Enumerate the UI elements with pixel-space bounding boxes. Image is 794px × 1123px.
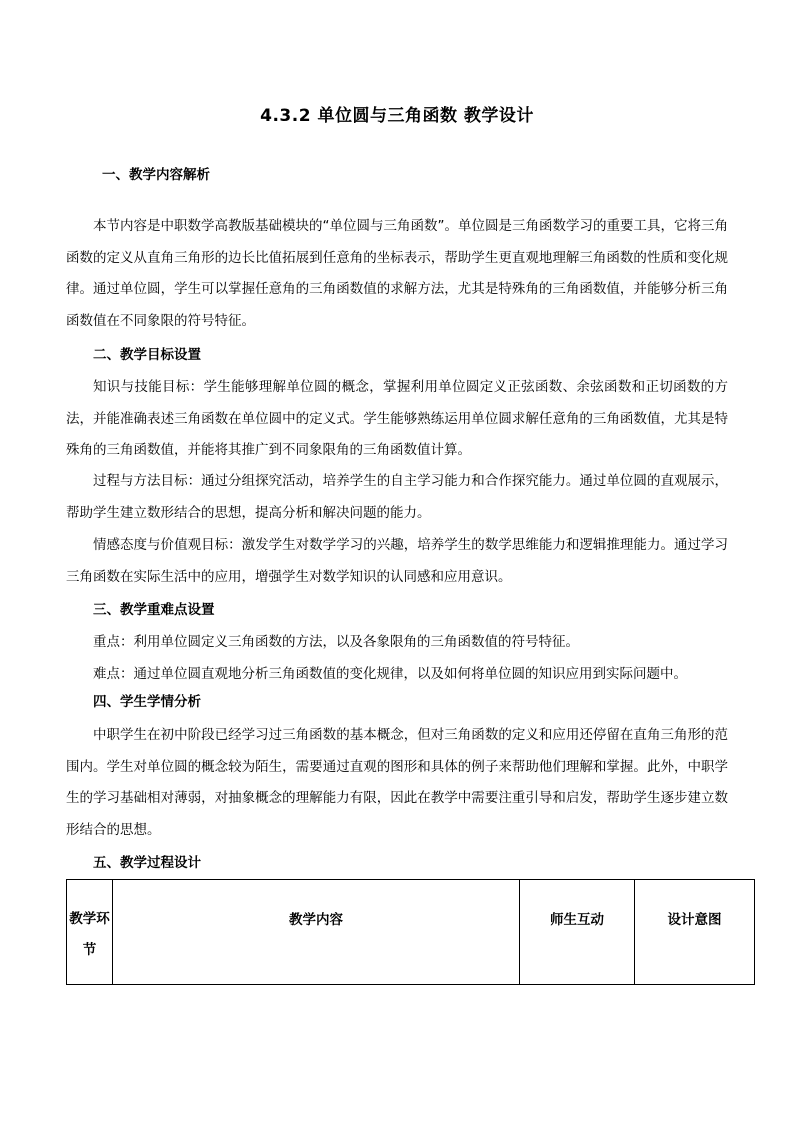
paragraph-content-analysis: 本节内容是中职数学高教版基础模块的“单位圆与三角函数”。单位圆是三角函数学习的重要工具，它将三角函数的定义从直角三角形的边长比值拓展到任意角的坐标表示，帮助学生更直观地理解三角函数的性质和变化规律。通过单位圆，学生可以掌握任意角的三角函数值的求解方法，尤其是特殊角的三角函数值，并能够分析三角函数值在不同象限的符号特征。: [66, 218, 728, 329]
table-header-row: [67, 880, 755, 985]
document-title: 4.3.2 单位圆与三角函数 教学设计: [260, 106, 534, 126]
header-design-intent: 设计意图: [635, 880, 755, 985]
paragraph-knowledge-objective: 知识与技能目标：学生能够理解单位圆的概念，掌握利用单位圆定义正弦函数、余弦函数和正切函数的方法，并能准确表述三角函数在单位圆中的定义式。学生能够熟练运用单位圆求解任意角的三角函数值，尤其是特殊角的三角函数值，并能将其推广到不同象限角的三角函数值计算。: [66, 379, 728, 458]
section-heading-key-difficult: 三、教学重难点设置: [93, 602, 215, 618]
section-heading-process-design: 五、教学过程设计: [93, 855, 201, 871]
paragraph-process-objective: 过程与方法目标：通过分组探究活动，培养学生的自主学习能力和合作探究能力。通过单位圆的直观展示，帮助学生建立数形结合的思想，提高分析和解决问题的能力。: [66, 473, 728, 521]
paragraph-student-analysis: 中职学生在初中阶段已经学习过三角函数的基本概念，但对三角函数的定义和应用还停留在直角三角形的范围内。学生对单位圆的概念较为陌生，需要通过直观的图形和具体的例子来帮助他们理解和掌握。此外，中职学生的学习基础相对薄弱，对抽象概念的理解能力有限，因此在教学中需要注重引导和启发，帮助学生逐步建立数形结合的思想。: [66, 727, 728, 838]
header-teaching-content: 教学内容: [113, 880, 520, 985]
header-teaching-stage: 教学环节: [67, 880, 113, 985]
header-teacher-student-interaction: 师生互动: [520, 880, 635, 985]
section-heading-content-analysis: 一、教学内容解析: [102, 167, 210, 183]
paragraph-key-point: 重点：利用单位圆定义三角函数的方法，以及各象限角的三角函数值的符号特征。: [93, 634, 579, 650]
section-heading-objectives: 二、教学目标设置: [93, 347, 201, 363]
paragraph-difficult-point: 难点：通过单位圆直观地分析三角函数值的变化规律，以及如何将单位圆的知识应用到实际问题中。: [93, 666, 687, 682]
section-heading-student-analysis: 四、学生学情分析: [93, 694, 201, 710]
paragraph-attitude-objective: 情感态度与价值观目标：激发学生对数学学习的兴趣，培养学生的数学思维能力和逻辑推理能力。通过学习三角函数在实际生活中的应用，增强学生对数学知识的认同感和应用意识。: [66, 537, 728, 585]
teaching-process-table: [66, 879, 755, 985]
